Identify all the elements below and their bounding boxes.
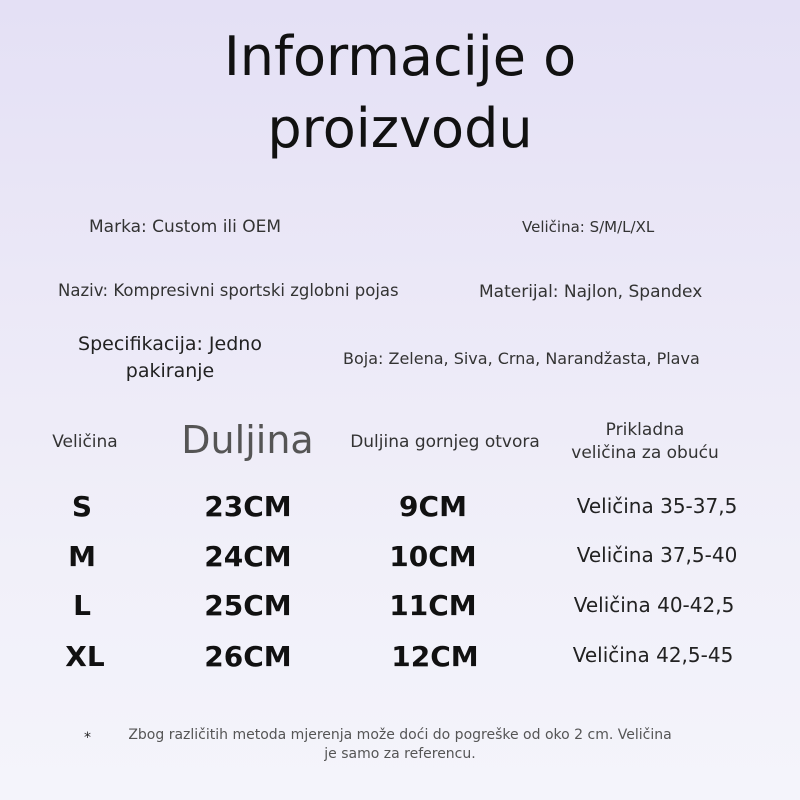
info-spec-line2: pakiranje	[125, 360, 215, 382]
footnote-line1: Zbog različitih metoda mjerenja može doći do pogreške od oko 2 cm. Veličina	[128, 727, 672, 743]
info-material: Materijal: Najlon, Spandex	[479, 282, 703, 302]
info-color: Boja: Zelena, Siva, Crna, Narandžasta, Plava	[343, 349, 700, 368]
header-length: Duljina	[181, 418, 314, 462]
table-row-opening: 11CM	[389, 589, 477, 622]
table-row-length: 25CM	[204, 589, 292, 622]
info-name: Naziv: Kompresivni sportski zglobni pojas	[58, 281, 399, 300]
page-title-line2: proizvodu	[267, 97, 533, 160]
header-top-opening: Duljina gornjeg otvora	[350, 432, 540, 452]
info-size: Veličina: S/M/L/XL	[522, 218, 655, 236]
info-spec-line1: Specifikacija: Jedno	[78, 333, 262, 355]
table-row-length: 26CM	[204, 640, 292, 673]
table-row-shoe: Veličina 42,5-45	[572, 643, 734, 667]
table-row-opening: 9CM	[399, 490, 467, 523]
table-row-length: 24CM	[204, 540, 292, 573]
footnote-star: *	[84, 730, 91, 746]
footnote-line2: je samo za referencu.	[324, 746, 476, 762]
table-row-size: M	[68, 540, 96, 573]
header-shoe-line1: Prikladna	[605, 420, 685, 440]
table-row-opening: 10CM	[389, 540, 477, 573]
table-row-size: L	[73, 589, 91, 622]
table-row-shoe: Veličina 37,5-40	[576, 543, 738, 567]
header-shoe-line2: veličina za obuću	[571, 443, 719, 463]
table-row-size: S	[71, 490, 93, 523]
table-row-shoe: Veličina 35-37,5	[576, 494, 738, 518]
table-row-shoe: Veličina 40-42,5	[573, 593, 735, 617]
info-brand: Marka: Custom ili OEM	[89, 217, 282, 237]
page-title-line1: Informacije o	[223, 25, 577, 88]
table-row-size: XL	[65, 640, 105, 673]
table-row-opening: 12CM	[391, 640, 479, 673]
header-size: Veličina	[52, 432, 118, 452]
table-row-length: 23CM	[204, 490, 292, 523]
